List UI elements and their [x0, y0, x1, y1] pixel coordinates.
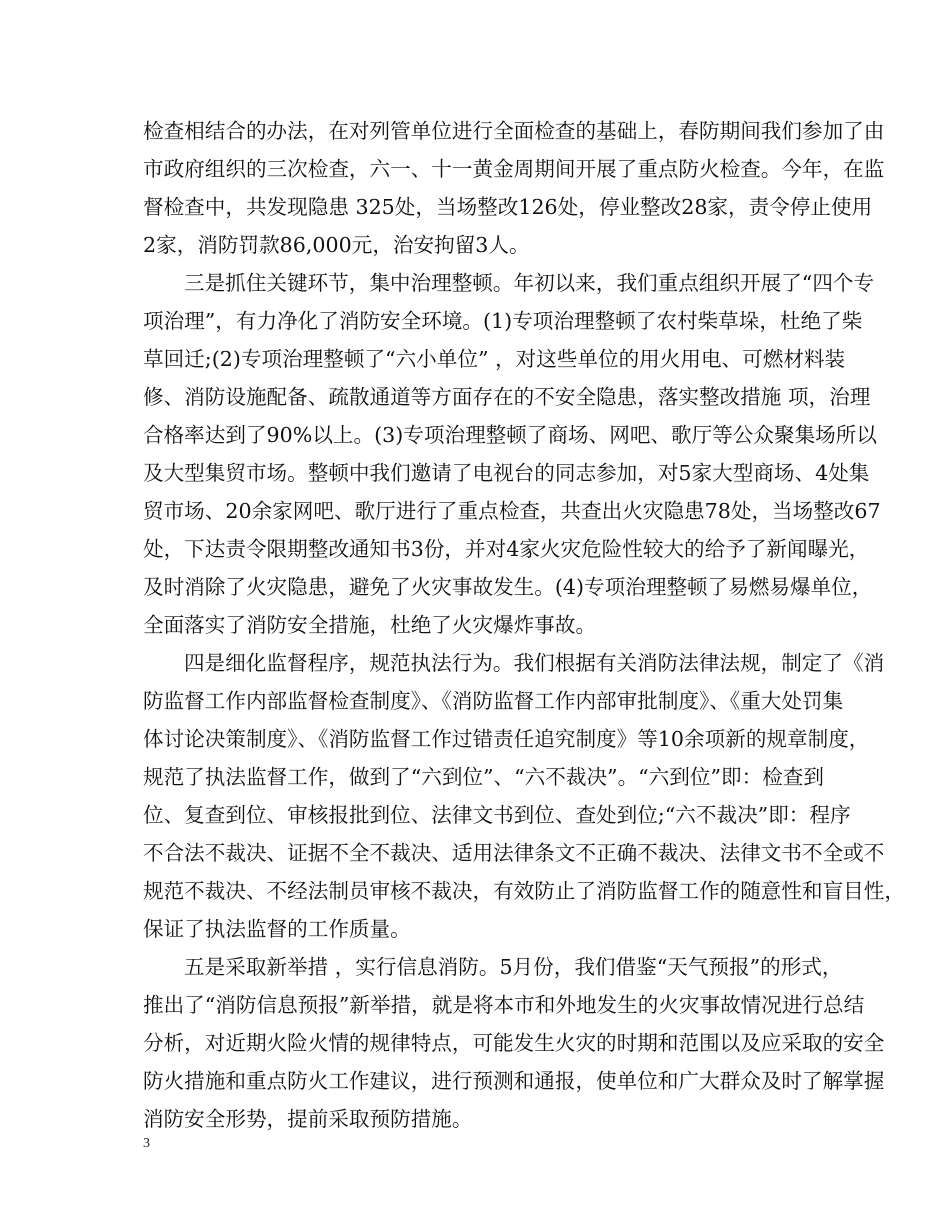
text-line: 2家，消防罚款86,000元，治安拘留3人。 [143, 233, 530, 257]
text-line: 合格率达到了90%以上。(3)专项治理整顿了商场、网吧、歌厅等公众聚集场所以 [143, 423, 877, 447]
text-line: 推出了“消防信息预报”新举措，就是将本市和外地发生的火灾事故情况进行总结 [143, 993, 865, 1017]
text-line: 全面落实了消防安全措施，杜绝了火灾爆炸事故。 [143, 613, 597, 637]
text-line: 修、消防设施配备、疏散通道等方面存在的不安全隐患，落实整改措施 项，治理 [143, 385, 871, 409]
text-line: 市政府组织的三次检查，六一、十一黄金周期间开展了重点防火检查。今年，在监 [143, 157, 885, 181]
text-line: 规范了执法监督工作，做到了“六到位”、“六不裁决”。“六到位”即：检查到 [143, 765, 824, 789]
text-line: 贸市场、20余家网吧、歌厅进行了重点检查，共查出火灾隐患78处，当场整改67 [143, 499, 881, 523]
text-line: 四是细化监督程序，规范执法行为。我们根据有关消防法律法规，制定了《消 [184, 651, 885, 675]
text-line: 分析，对近期火险火情的规律特点，可能发生火灾的时期和范围以及应采取的安全 [143, 1031, 885, 1055]
text-line: 检查相结合的办法，在对列管单位进行全面检查的基础上，春防期间我们参加了由 [143, 119, 885, 143]
text-line: 防火措施和重点防火工作建议，进行预测和通报，使单位和广大群众及时了解掌握 [143, 1069, 885, 1093]
text-line: 草回迁;(2)专项治理整顿了“六小单位” ，对这些单位的用火用电、可燃材料装 [143, 347, 846, 371]
text-line: 督检查中，共发现隐患 325处，当场整改126处，停业整改28家，责令停止使用 [143, 195, 873, 219]
text-line: 及大型集贸市场。整顿中我们邀请了电视台的同志参加，对5家大型商场、4处集 [143, 461, 870, 485]
text-line: 处，下达责令限期整改通知书3份，并对4家火灾危险性较大的给予了新闻曝光， [143, 537, 870, 561]
text-line: 不合法不裁决、证据不全不裁决、适用法律条文不正确不裁决、法律文书不全或不 [143, 841, 885, 865]
text-line: 及时消除了火灾隐患，避免了火灾事故发生。(4)专项治理整顿了易燃易爆单位， [143, 575, 873, 599]
text-line: 三是抓住关键环节，集中治理整顿。年初以来，我们重点组织开展了“四个专 [184, 271, 875, 295]
text-line: 体讨论决策制度》、《消防监督工作过错责任追究制度》等10余项新的规章制度， [143, 727, 870, 751]
text-line: 规范不裁决、不经法制员审核不裁决，有效防止了消防监督工作的随意性和盲目性， [143, 879, 905, 903]
text-line: 防监督工作内部监督检查制度》、《消防监督工作内部审批制度》、《重大处罚集 [143, 689, 844, 713]
text-line: 保证了执法监督的工作质量。 [143, 917, 411, 941]
text-line: 五是采取新举措 ，实行信息消防。5月份，我们借鉴“天气预报”的形式， [184, 955, 843, 979]
page-number: 3 [143, 1136, 150, 1151]
text-line: 位、复查到位、审核报批到位、法律文书到位、查处到位;“六不裁决”即：程序 [143, 803, 851, 827]
text-line: 项治理”，有力净化了消防安全环境。(1)专项治理整顿了农村柴草垛，杜绝了柴 [143, 309, 863, 333]
text-line: 消防安全形势，提前采取预防措施。 [143, 1107, 473, 1131]
